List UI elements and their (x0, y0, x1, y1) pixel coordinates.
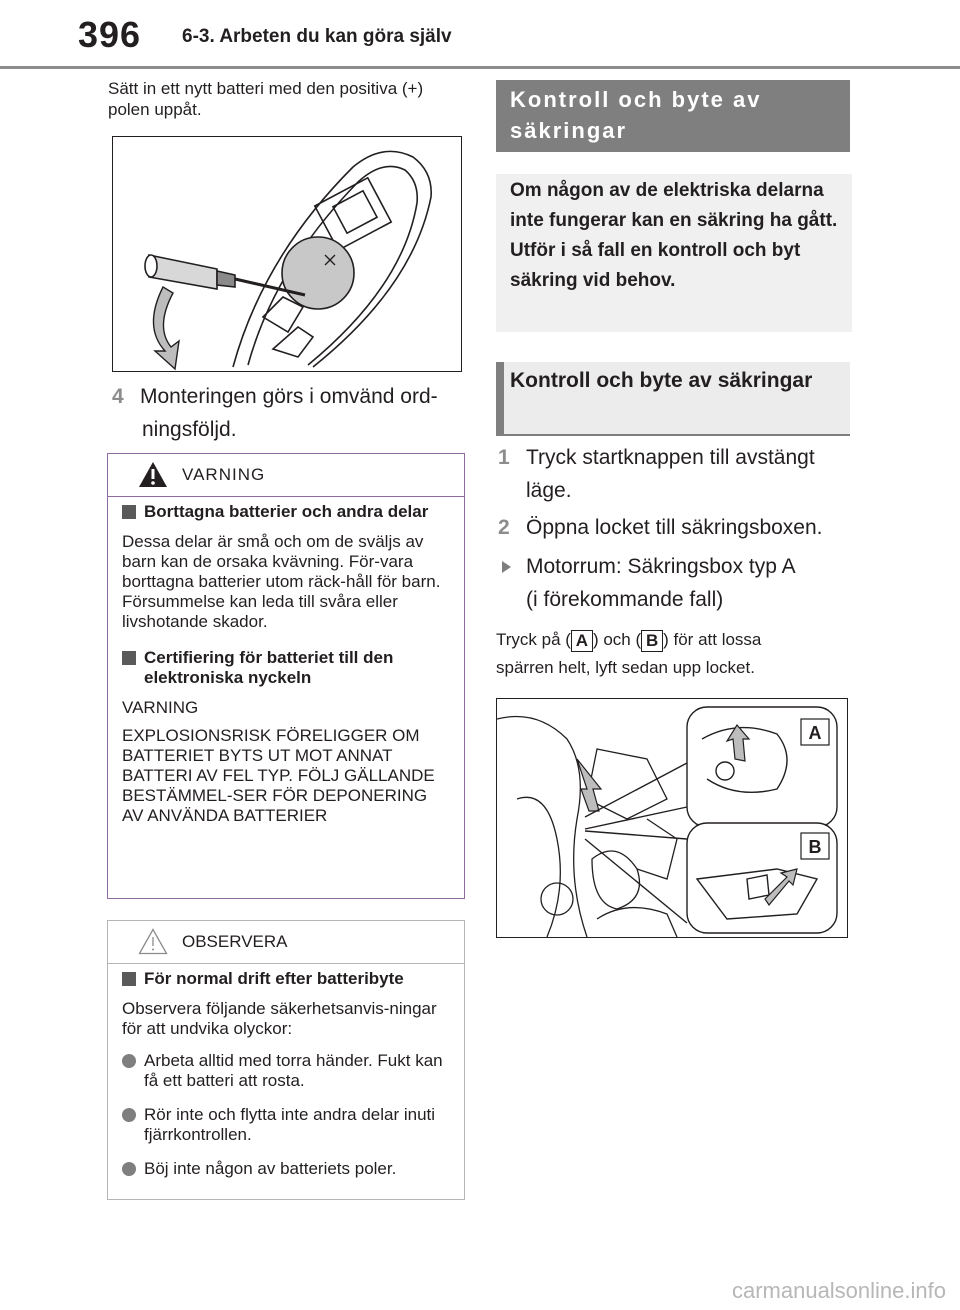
warning-item-1-title: Borttagna batterier och andra delar (122, 502, 452, 522)
notice-item-title: För normal drift efter batteribyte (122, 969, 454, 989)
note-text: Tryck på ( (496, 630, 571, 649)
key-a-label: A (571, 630, 593, 652)
warning-item-2-label: VARNING (122, 698, 199, 717)
square-bullet-icon (122, 651, 136, 665)
figure-label-b: B (808, 837, 822, 857)
square-bullet-icon (122, 972, 136, 986)
step-2: 2 Öppna locket till säkringsboxen. (498, 516, 823, 539)
sub-item (496, 550, 856, 616)
figure-label-a: A (808, 723, 822, 743)
step-text-line2: ningsföljd. (142, 418, 237, 441)
key-b-label: B (641, 630, 663, 652)
notice-header (108, 921, 464, 964)
round-bullet-icon (122, 1054, 136, 1068)
section-title: Kontroll och byte av säkringar (510, 87, 762, 143)
triangle-bullet-icon (502, 561, 511, 573)
note-text: ) och ( (592, 630, 642, 649)
latch-note (496, 626, 856, 682)
screwdriver-remote-drawing (113, 137, 461, 371)
notice-box (107, 920, 465, 1200)
notice-title: OBSERVERA (182, 932, 288, 951)
warning-title: VARNING (182, 465, 266, 484)
watermark: carmanualsonline.info (731, 1278, 946, 1303)
battery-instruction: Sätt in ett nytt batteri med den positiva (+) polen uppåt. (108, 79, 424, 119)
section-heading (496, 80, 850, 152)
step-number: 4 (112, 385, 124, 408)
notice-bullet: Böj inte någon av batteriets poler. (122, 1159, 454, 1179)
step-text-line1: Monteringen görs i omvänd ord- (140, 385, 438, 408)
warning-item-2-title: Certifiering för batteriet till den elektroniska nyckeln (122, 648, 452, 688)
step-1: 1 Tryck startknappen till avstängt läge. (498, 446, 815, 502)
notice-intro: Observera följande säkerhetsanvis-ningar för att undvika olyckor: (122, 999, 437, 1038)
chapter-title: 6-3. Arbeten du kan göra själv (182, 26, 452, 47)
fuse-box-illustration (496, 698, 848, 938)
warning-item-1-text: Dessa delar är små och om de sväljs av barn kan de orsaka kvävning. För-vara borttagna batterier utom räck-håll för barn. Försummelse kan leda till svåra eller livshotande skador. (122, 532, 441, 631)
round-bullet-icon (122, 1162, 136, 1176)
warning-header (108, 454, 464, 497)
sub-item-line1: Motorrum: Säkringsbox typ A (526, 555, 796, 578)
square-bullet-icon (122, 505, 136, 519)
step-4 (112, 380, 472, 446)
procedure-steps (496, 441, 856, 616)
sub-item-line2: (i förekommande fall) (526, 588, 724, 611)
note-text: ) för att lossa (663, 630, 762, 649)
warning-box (107, 453, 465, 899)
header-divider (0, 66, 960, 69)
summary-box (496, 174, 852, 332)
warning-item-2-text: EXPLOSIONSRISK FÖRELIGGER OM BATTERIET BYTS UT MOT ANNAT BATTERI AV FEL TYP. FÖLJ GÄLLANDE BESTÄMMEL-SER FÖR DEPONERING AV ANVÄNDA BATTERIER (122, 726, 435, 825)
engine-bay-drawing (497, 699, 847, 937)
notice-bullet: Arbeta alltid med torra händer. Fukt kan få ett batteri att rosta. (122, 1051, 454, 1091)
warning-triangle-icon (138, 461, 168, 488)
notice-bullet: Rör inte och flytta inte andra delar inuti fjärrkontrollen. (122, 1105, 454, 1145)
note-line2: spärren helt, lyft sedan upp locket. (496, 658, 755, 677)
summary-text: Om någon av de elektriska delarna inte fungerar kan en säkring ha gått. Utför i så fall en kontroll och byt säkring vid behov. (510, 180, 838, 291)
caution-outline-icon (138, 928, 168, 955)
round-bullet-icon (122, 1108, 136, 1122)
subsection-title: Kontroll och byte av säkringar (510, 369, 813, 392)
page-number: 396 (78, 14, 142, 55)
subsection-heading (496, 362, 850, 436)
key-battery-illustration (112, 136, 462, 372)
